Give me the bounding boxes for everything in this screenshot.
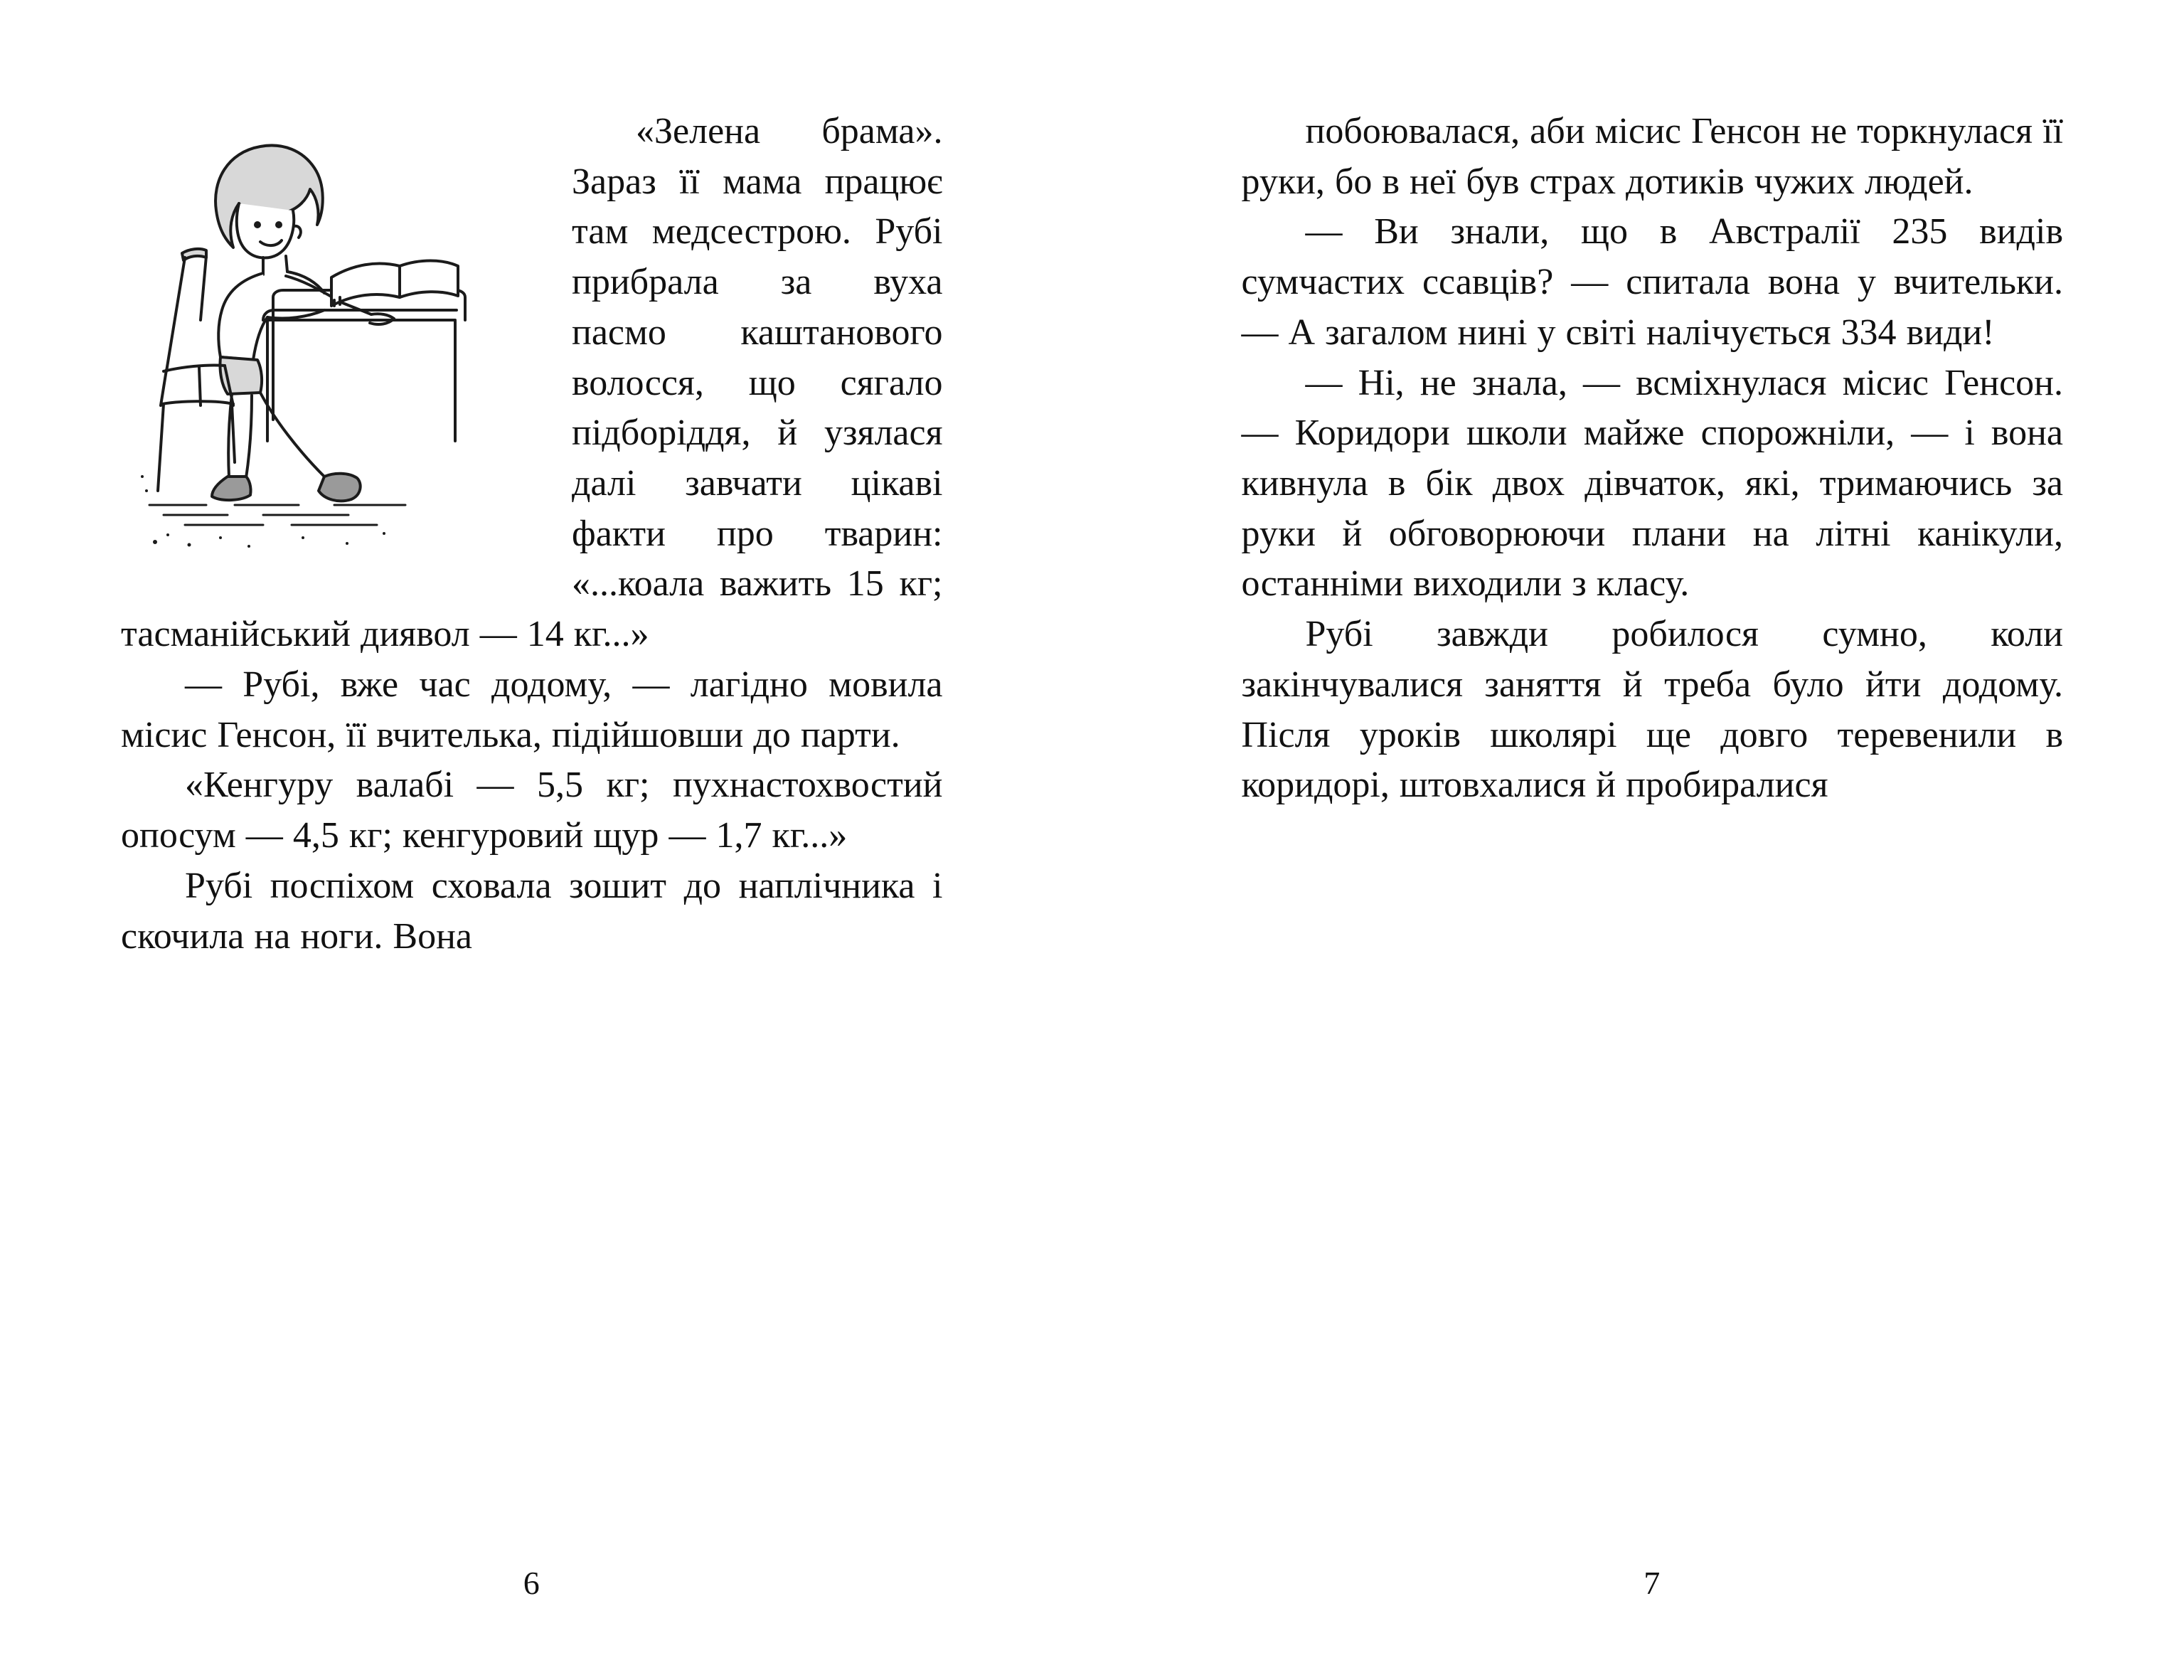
- right-page-text-column: [1242, 107, 2064, 1527]
- paragraph: «Зелена брама». Зараз її мама працює там медсестрою. Рубі прибрала за вуха пасмо каштанового волосся, що сягало підборіддя, й узялася далі завчати цікаві факти про тварин: «...коала важить 15 кг; тасманійський диявол — 14 кг...»: [121, 111, 943, 655]
- paragraph: — Рубі, вже час додому, — лагідно мовила місис Генсон, її вчителька, підійшовши до парти.: [121, 664, 943, 755]
- left-page-text-column: [121, 107, 943, 1527]
- paragraph: — Ви знали, що в Австралії 235 видів сумчастих ссавців? — спитала вона у вчительки. — А загалом нині у світі налічується 334 види!: [1241, 211, 2063, 353]
- paragraph: «Кенгуру валабі — 5,5 кг; пухнастохвостий опосум — 4,5 кг; кенгуровий щур — 1,7 кг...»: [121, 765, 943, 856]
- left-page: [121, 107, 1092, 1602]
- paragraph: побоювалася, аби місис Генсон не торкнулася її руки, бо в неї був страх дотиків чужих людей.: [1241, 111, 2063, 202]
- page-number: 7: [1644, 1565, 1661, 1601]
- paragraph: Рубі поспіхом сховала зошит до наплічника і скочила на ноги. Вона: [121, 865, 943, 957]
- paragraph: — Ні, не знала, — всміхнулася місис Генсон. — Коридори школи майже спорожніли, — і вона кивнула в бік двох дівчаток, які, тримаючись за руки й обговорюючи плани на літні канікули, останніми виходили з класу.: [1241, 362, 2063, 605]
- paragraph: Рубі завжди робилося сумно, коли закінчувалися заняття й треба було йти додому. Після уроків школярі ще довго теревенили в коридорі, штовхалися й пробиралися: [1241, 614, 2063, 806]
- girl-reading-at-desk-illustration: [121, 107, 548, 562]
- page-number: 6: [523, 1565, 540, 1601]
- right-page: [1092, 107, 2064, 1602]
